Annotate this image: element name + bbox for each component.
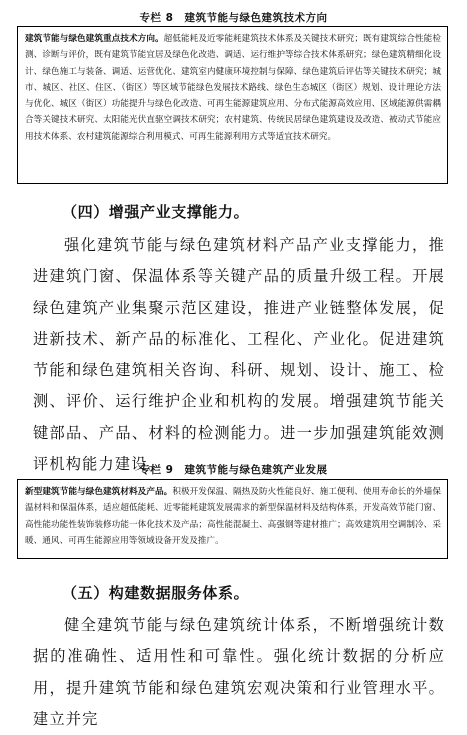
section4-paragraph: 强化建筑节能与绿色建筑材料产品产业支撑能力，推进建筑门窗、保温体系等关键产品的质量升级工程。开展绿色建筑产业集聚示范区建设，推进产业链整体发展，促进新技术、新产品的标准化、工程化、产业化。促进建筑节能和绿色建筑相关咨询、科研、规划、设计、施工、检测、评价、运行维护企业和机构的发展。增强建筑节能关键部品、产品、材料的检测能力。进一步加强建筑能效测评机构能力建设。 [33,236,445,474]
panel8-body: 超低能耗及近零能耗建筑技术体系及关键技术研究；既有建筑综合性能检测、诊断与评价，既有建筑节能宜居及绿色化改造、调适、运行维护等综合技术体系研究；绿色建筑精细化设计、绿色施工与装备、调适、运营优化、建筑室内健康环境控制与保障、绿色建筑后评估等关键技术研究；城市、城区、社区、住区、（街区）等区域节能绿色发展技术路线、绿色生态城区（街区）规划、设计理论方法与优化、城区（街区）功能提升与绿色化改造、可再生能源建筑应用、分布式能源高效应用、区域能源供需耦合等关键技术研究、太阳能光伏直驱空调技术研究；农村建筑、传统民居绿色建筑建设及改造、被动式节能应用技术体系、农村建筑能源综合利用模式、可再生能源利用方式等适宜技术研究。 [25,34,441,142]
panel8-lead: 建筑节能与绿色建筑重点技术方向。 [25,34,164,44]
section5-paragraph: 健全建筑节能与绿色建筑统计体系，不断增强统计数据的准确性、适用性和可靠性。强化统计数据的分析应用，提升建筑节能和绿色建筑宏观决策和行业管理水平。建立并完 [33,616,445,728]
panel8-title: 专栏 8 建筑节能与绿色建筑技术方向 [139,12,328,24]
panel9-title: 专栏 9 建筑节能与绿色建筑产业发展 [139,464,328,476]
panel9-body: 积极开发保温、隔热及防火性能良好、施工便利、使用寿命长的外墙保温材料和保温体系，适应超低能耗、近零能耗建筑发展需求的新型保温材料及结构体系，开发高效节能门窗、高性能功能性装饰装修功能一体化技术及产品；高性能混凝土、高强钢等建材推广；高效建筑用空调制冷、采暖、通风、可再生能源应用等领域设备开发及推广。 [25,487,441,546]
panel9-box [17,479,448,559]
panel8-box [17,26,448,184]
section5-heading: （五）构建数据服务体系。 [62,584,250,602]
section4-heading: （四）增强产业支撑能力。 [62,203,250,221]
panel9-lead: 新型建筑节能与绿色建筑材料及产品。 [25,487,173,497]
